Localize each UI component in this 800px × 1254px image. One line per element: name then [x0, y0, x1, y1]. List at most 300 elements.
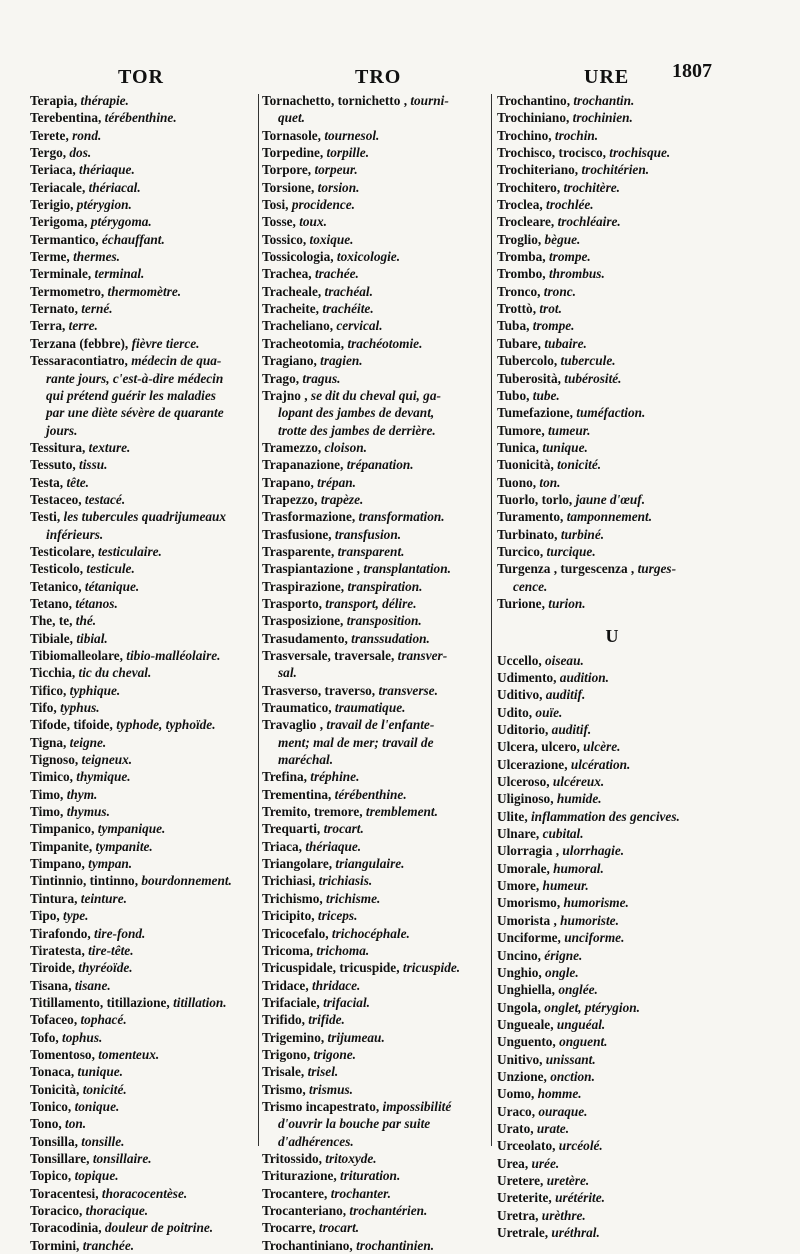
entry-translation: ptérygoma. — [90, 214, 152, 230]
dictionary-entry — [262, 1185, 488, 1202]
column-header-2: TRO — [355, 66, 402, 88]
entry-term: Umore, — [497, 878, 540, 894]
dictionary-entry — [30, 231, 255, 248]
dictionary-entry — [30, 1219, 255, 1236]
entry-translation: tétanos. — [75, 595, 118, 611]
entry-translation: thermomètre. — [107, 283, 182, 299]
entry-translation: les tubercules quadrijumeaux — [63, 509, 227, 525]
dictionary-entry — [30, 907, 255, 924]
entry-translation: tunique. — [542, 439, 588, 455]
dictionary-entry — [497, 1103, 727, 1120]
entry-term: Trichiasi, — [262, 873, 316, 889]
entry-term: Trementina, — [262, 786, 332, 802]
entry-term: Unguento, — [497, 1034, 556, 1050]
entry-translation: trochisque. — [609, 145, 671, 161]
dictionary-entry — [497, 686, 727, 703]
entry-term: Trifaciale, — [262, 994, 320, 1010]
entry-term: Tessitura, — [30, 439, 86, 455]
entry-translation: trichiasis. — [318, 873, 373, 889]
entry-term: Travaglio , — [262, 717, 324, 733]
entry-translation: toxique. — [309, 231, 354, 247]
dictionary-entry — [497, 877, 727, 894]
dictionary-entry — [497, 773, 727, 790]
entry-translation: typhus. — [60, 700, 100, 716]
entry-term: Unitivo, — [497, 1051, 543, 1067]
entry-translation: trotte des jambes de derrière. — [278, 422, 436, 438]
dictionary-entry — [497, 1120, 727, 1137]
entry-continuation — [262, 1133, 488, 1150]
dictionary-entry — [30, 820, 255, 837]
entry-term: Tuono, — [497, 474, 537, 490]
entry-translation: tire-fond. — [94, 925, 146, 941]
dictionary-entry — [497, 825, 727, 842]
entry-term: Uditorio, — [497, 722, 549, 738]
entry-translation: tympanite. — [95, 838, 153, 854]
entry-term: Tosi, — [262, 197, 289, 213]
entry-term: Terminale, — [30, 266, 92, 282]
dictionary-entry — [30, 1202, 255, 1219]
entry-term: Timpanico, — [30, 821, 95, 837]
dictionary-entry — [497, 1085, 727, 1102]
entry-translation: testicule. — [86, 561, 135, 577]
dictionary-entry — [497, 404, 727, 421]
entry-term: Uretrale, — [497, 1225, 549, 1240]
entry-translation: torpeur. — [314, 162, 358, 178]
entry-term: Timo, — [30, 786, 64, 802]
dictionary-entry — [262, 612, 488, 629]
dictionary-entry — [262, 213, 488, 230]
dictionary-entry — [497, 1016, 727, 1033]
entry-continuation — [262, 664, 488, 681]
dictionary-entry — [497, 652, 727, 669]
entry-term: Trapezzo, — [262, 491, 318, 507]
entry-term: Uccello, — [497, 652, 542, 668]
dictionary-entry — [497, 370, 727, 387]
dictionary-entry — [497, 508, 727, 525]
entry-term: Trasversale, traversale, — [262, 648, 395, 663]
entry-translation: toxicologie. — [336, 249, 401, 265]
entry-translation: trachéal. — [324, 283, 373, 299]
dictionary-entry — [497, 422, 727, 439]
entry-translation: trochlée. — [546, 197, 594, 213]
entry-translation: thériaque. — [305, 838, 362, 854]
entry-translation: médecin de qua- — [131, 353, 222, 369]
entry-term: Tossico, — [262, 231, 307, 247]
dictionary-entry — [30, 283, 255, 300]
entry-translation: urétérite. — [555, 1190, 605, 1206]
entry-term: Testicolare, — [30, 543, 95, 559]
entry-translation: torpille. — [326, 145, 370, 161]
entry-term: Udito, — [497, 704, 533, 720]
entry-continuation — [30, 387, 255, 404]
entry-term: Tunica, — [497, 439, 540, 455]
entry-term: Uncino, — [497, 947, 541, 963]
entry-translation: turion. — [548, 595, 586, 611]
dictionary-entry — [262, 127, 488, 144]
dictionary-entry — [497, 196, 727, 213]
entry-translation: ton. — [65, 1116, 87, 1132]
entry-term: Tracheliano, — [262, 318, 334, 334]
dictionary-entry — [262, 1063, 488, 1080]
dictionary-entry — [30, 92, 255, 109]
entry-translation: tronc. — [543, 283, 576, 299]
entry-translation: tympan. — [88, 856, 133, 872]
entry-term: Trifido, — [262, 1012, 305, 1028]
entry-translation: érigne. — [544, 947, 583, 963]
dictionary-entry — [497, 1068, 727, 1085]
entry-term: Timico, — [30, 769, 73, 785]
entry-translation: tibio-malléolaire. — [126, 648, 221, 663]
entry-translation: trapèze. — [320, 491, 364, 507]
dictionary-entry — [262, 456, 488, 473]
entry-translation: tricuspide. — [402, 960, 461, 976]
entry-term: Toracico, — [30, 1203, 83, 1218]
entry-term: Uretere, — [497, 1172, 544, 1188]
entry-translation: thérapie. — [80, 93, 129, 108]
entry-term: Uretra, — [497, 1207, 539, 1223]
entry-translation: unguéal. — [556, 1016, 606, 1032]
entry-translation: humeur. — [542, 878, 589, 894]
entry-translation: lopant des jambes de devant, — [278, 405, 435, 421]
entry-term: Tridace, — [262, 977, 309, 993]
entry-translation: trachéite. — [322, 301, 374, 317]
dictionary-entry — [262, 370, 488, 387]
dictionary-entry — [30, 595, 255, 612]
entry-translation: typhique. — [69, 682, 121, 698]
entry-translation: trochantinien. — [356, 1237, 435, 1253]
entry-translation: ulcère. — [583, 739, 621, 755]
dictionary-entry — [262, 820, 488, 837]
entry-term: Trismo, — [262, 1081, 306, 1097]
entry-translation: tumeur. — [547, 422, 591, 438]
entry-translation: texture. — [88, 439, 131, 455]
dictionary-entry — [497, 543, 727, 560]
entry-term: Uomo, — [497, 1086, 535, 1102]
entry-term: Uliginoso, — [497, 791, 554, 807]
dictionary-entry — [30, 560, 255, 577]
entry-term: Triangolare, — [262, 856, 333, 872]
dictionary-entry — [497, 317, 727, 334]
entry-translation: trochitère. — [563, 179, 620, 195]
entry-term: Tosse, — [262, 214, 296, 230]
entry-term: Troclea, — [497, 197, 543, 213]
dictionary-column-1 — [30, 92, 255, 1254]
dictionary-entry — [497, 560, 727, 577]
entry-translation: trismus. — [309, 1081, 354, 1097]
dictionary-entry — [262, 1098, 488, 1115]
dictionary-entry — [30, 179, 255, 196]
entry-translation: tunique. — [77, 1064, 123, 1080]
entry-term: Trocanteriano, — [262, 1203, 347, 1218]
entry-continuation — [262, 404, 488, 421]
entry-term: Unzione, — [497, 1068, 547, 1084]
dictionary-entry — [497, 929, 727, 946]
entry-translation: teigneux. — [81, 752, 133, 768]
dictionary-entry — [30, 1115, 255, 1132]
entry-translation: urcéolé. — [558, 1138, 603, 1154]
entry-translation: trot. — [539, 301, 562, 317]
entry-translation: térébenthine. — [334, 786, 407, 802]
entry-translation: tragien. — [320, 353, 363, 369]
entry-translation: sal. — [278, 665, 297, 681]
entry-term: Trago, — [262, 370, 300, 386]
dictionary-entry — [262, 716, 488, 733]
page-number: 1807 — [672, 60, 712, 82]
dictionary-entry — [497, 1224, 727, 1241]
entry-translation: trichisme. — [326, 890, 381, 906]
entry-term: Tricuspidale, tricuspide, — [262, 960, 400, 976]
dictionary-entry — [262, 265, 488, 282]
entry-term: Trigemino, — [262, 1029, 325, 1045]
entry-term: Tonico, — [30, 1098, 72, 1114]
dictionary-entry — [262, 1011, 488, 1028]
dictionary-entry — [262, 543, 488, 560]
dictionary-entry — [262, 872, 488, 889]
entry-translation: transposition. — [346, 613, 422, 629]
column-divider-2 — [491, 94, 492, 1146]
dictionary-entry — [262, 300, 488, 317]
entry-translation: transver- — [397, 648, 448, 663]
entry-term: Tonsillare, — [30, 1150, 90, 1166]
entry-continuation — [262, 1115, 488, 1132]
entry-translation: topique. — [74, 1168, 119, 1184]
entry-translation: traumatique. — [334, 700, 406, 716]
entry-translation: humorisme. — [563, 895, 629, 911]
dictionary-entry — [262, 1237, 488, 1254]
dictionary-entry — [262, 977, 488, 994]
entry-translation: thoracocentèse. — [101, 1185, 188, 1201]
entry-translation: trifacial. — [323, 994, 370, 1010]
entry-translation: turges- — [637, 561, 677, 577]
entry-term: Teriaca, — [30, 162, 76, 178]
dictionary-entry — [262, 855, 488, 872]
dictionary-entry — [497, 1189, 727, 1206]
entry-term: Tetano, — [30, 595, 72, 611]
entry-term: Trasporto, — [262, 595, 322, 611]
dictionary-entry — [497, 790, 727, 807]
dictionary-entry — [497, 721, 727, 738]
entry-translation: auditif. — [551, 722, 592, 738]
entry-translation: maréchal. — [278, 752, 334, 768]
entry-translation: tremblement. — [365, 804, 438, 820]
entry-term: Terigio, — [30, 197, 74, 213]
entry-term: Triturazione, — [262, 1168, 337, 1184]
entry-term: Tintinnio, tintinno, — [30, 873, 139, 889]
entry-term: Ureterite, — [497, 1190, 552, 1206]
dictionary-entry — [30, 890, 255, 907]
entry-term: Testi, — [30, 509, 61, 525]
entry-translation: cence. — [513, 578, 548, 594]
entry-term: Trefina, — [262, 769, 307, 785]
entry-term: Tuba, — [497, 318, 530, 334]
entry-term: Tromba, — [497, 249, 546, 265]
entry-translation: tympanique. — [97, 821, 166, 837]
entry-term: Terme, — [30, 249, 70, 265]
entry-term: Tipo, — [30, 908, 60, 924]
entry-term: Trasfusione, — [262, 526, 332, 542]
entry-term: Termometro, — [30, 283, 105, 299]
dictionary-entry — [497, 335, 727, 352]
dictionary-entry — [30, 699, 255, 716]
dictionary-entry — [262, 1202, 488, 1219]
dictionary-entry — [497, 526, 727, 543]
dictionary-entry — [30, 248, 255, 265]
dictionary-entry — [262, 508, 488, 525]
entry-term: Tubo, — [497, 387, 530, 403]
entry-translation: bourdonnement. — [141, 873, 232, 889]
dictionary-entry — [262, 387, 488, 404]
entry-translation: tire-tête. — [88, 942, 134, 958]
entry-term: Tubercolo, — [497, 353, 558, 369]
entry-translation: trachéotomie. — [347, 335, 423, 351]
entry-term: Traumatico, — [262, 700, 332, 716]
entry-translation: tourni- — [410, 93, 449, 108]
entry-translation: tonicité. — [557, 457, 602, 473]
dictionary-entry — [262, 161, 488, 178]
entry-translation: thériacal. — [88, 179, 141, 195]
entry-term: Tibiale, — [30, 630, 73, 646]
entry-term: Trochino, — [497, 127, 552, 143]
dictionary-entry — [30, 1081, 255, 1098]
entry-translation: homme. — [537, 1086, 582, 1102]
dictionary-entry — [30, 612, 255, 629]
dictionary-entry — [497, 109, 727, 126]
entry-term: Turcico, — [497, 543, 544, 559]
dictionary-entry — [262, 1029, 488, 1046]
entry-term: Ulceroso, — [497, 774, 550, 790]
entry-term: Umorista , — [497, 912, 557, 928]
dictionary-entry — [30, 664, 255, 681]
entry-term: Tonsilla, — [30, 1133, 78, 1149]
dictionary-entry — [30, 994, 255, 1011]
entry-term: Tormini, — [30, 1237, 80, 1253]
dictionary-column-3 — [497, 92, 727, 1241]
column-header-1: TOR — [118, 66, 164, 88]
entry-translation: humoral. — [553, 860, 604, 876]
entry-term: Topico, — [30, 1168, 72, 1184]
dictionary-entry — [30, 196, 255, 213]
entry-translation: triceps. — [317, 908, 358, 924]
dictionary-entry — [497, 127, 727, 144]
dictionary-entry — [497, 738, 727, 755]
entry-translation: ulcéreux. — [552, 774, 605, 790]
entry-term: Trismo incapestrato, — [262, 1098, 380, 1114]
dictionary-entry — [262, 994, 488, 1011]
entry-term: Tuberosità, — [497, 370, 561, 386]
entry-translation: tic du cheval. — [78, 665, 152, 681]
entry-translation: terné. — [81, 301, 113, 317]
dictionary-entry — [262, 890, 488, 907]
entry-translation: teigne. — [69, 734, 107, 750]
entry-term: Tessuto, — [30, 457, 76, 473]
dictionary-entry — [262, 352, 488, 369]
dictionary-entry — [30, 977, 255, 994]
entry-translation: tissu. — [79, 457, 108, 473]
dictionary-entry — [497, 669, 727, 686]
entry-term: Urceolato, — [497, 1138, 556, 1154]
entry-translation: tranchée. — [82, 1237, 135, 1253]
dictionary-entry — [30, 768, 255, 785]
dictionary-entry — [30, 1029, 255, 1046]
entry-term: Tirafondo, — [30, 925, 91, 941]
entry-term: Testa, — [30, 474, 64, 490]
entry-translation: tétanique. — [84, 578, 140, 594]
dictionary-entry — [30, 508, 255, 525]
entry-term: Tracheale, — [262, 283, 322, 299]
entry-term: Tergo, — [30, 145, 67, 161]
dictionary-entry — [30, 335, 255, 352]
entry-translation: onglet, ptérygion. — [544, 999, 640, 1015]
dictionary-entry — [30, 317, 255, 334]
entry-translation: inflammation des gencives. — [530, 808, 680, 824]
dictionary-entry — [30, 352, 255, 369]
entry-translation: triangulaire. — [335, 856, 405, 872]
entry-translation: transport, délire. — [325, 595, 417, 611]
entry-continuation — [262, 109, 488, 126]
dictionary-entry — [497, 964, 727, 981]
dictionary-entry — [497, 860, 727, 877]
dictionary-entry — [30, 543, 255, 560]
entry-term: Trequarti, — [262, 821, 321, 837]
dictionary-entry — [497, 231, 727, 248]
dictionary-entry — [262, 925, 488, 942]
entry-term: Terzana (febbre), — [30, 335, 129, 351]
entry-term: Trachea, — [262, 266, 312, 282]
dictionary-entry — [262, 92, 488, 109]
entry-translation: tritoxyde. — [325, 1150, 377, 1166]
dictionary-entry — [30, 647, 255, 664]
entry-term: Tonaca, — [30, 1064, 75, 1080]
entry-term: Turbinato, — [497, 526, 558, 542]
entry-term: Trasparente, — [262, 543, 335, 559]
entry-term: Termantico, — [30, 231, 99, 247]
dictionary-entry — [30, 942, 255, 959]
entry-translation: transpiration. — [347, 578, 423, 594]
dictionary-entry — [30, 1167, 255, 1184]
entry-term: Traspirazione, — [262, 578, 345, 594]
entry-translation: ton. — [539, 474, 561, 490]
entry-term: Trajno , — [262, 387, 308, 403]
dictionary-entry — [262, 768, 488, 785]
dictionary-entry — [497, 1033, 727, 1050]
entry-term: Trochantiniano, — [262, 1237, 353, 1253]
entry-translation: par une diète sévère de quarante — [46, 405, 224, 421]
entry-translation: inférieurs. — [46, 526, 104, 542]
dictionary-entry — [30, 144, 255, 161]
dictionary-entry — [497, 947, 727, 964]
dictionary-entry — [30, 1063, 255, 1080]
entry-translation: typhode, typhoïde. — [116, 717, 216, 733]
dictionary-entry — [30, 1098, 255, 1115]
dictionary-entry — [30, 959, 255, 976]
entry-term: Teriacale, — [30, 179, 86, 195]
dictionary-entry — [262, 248, 488, 265]
entry-translation: thé. — [75, 613, 97, 629]
entry-translation: ouraque. — [538, 1103, 588, 1119]
entry-continuation — [262, 422, 488, 439]
entry-translation: onction. — [550, 1068, 595, 1084]
entry-translation: procidence. — [291, 197, 355, 213]
entry-translation: torsion. — [317, 179, 360, 195]
entry-translation: type. — [63, 908, 89, 924]
entry-translation: tophacé. — [80, 1012, 127, 1028]
entry-translation: cloison. — [324, 439, 367, 455]
entry-term: Traspiantazione , — [262, 561, 361, 577]
dictionary-entry — [262, 959, 488, 976]
entry-translation: tragus. — [302, 370, 341, 386]
entry-translation: onglée. — [558, 982, 598, 998]
dictionary-entry — [497, 704, 727, 721]
